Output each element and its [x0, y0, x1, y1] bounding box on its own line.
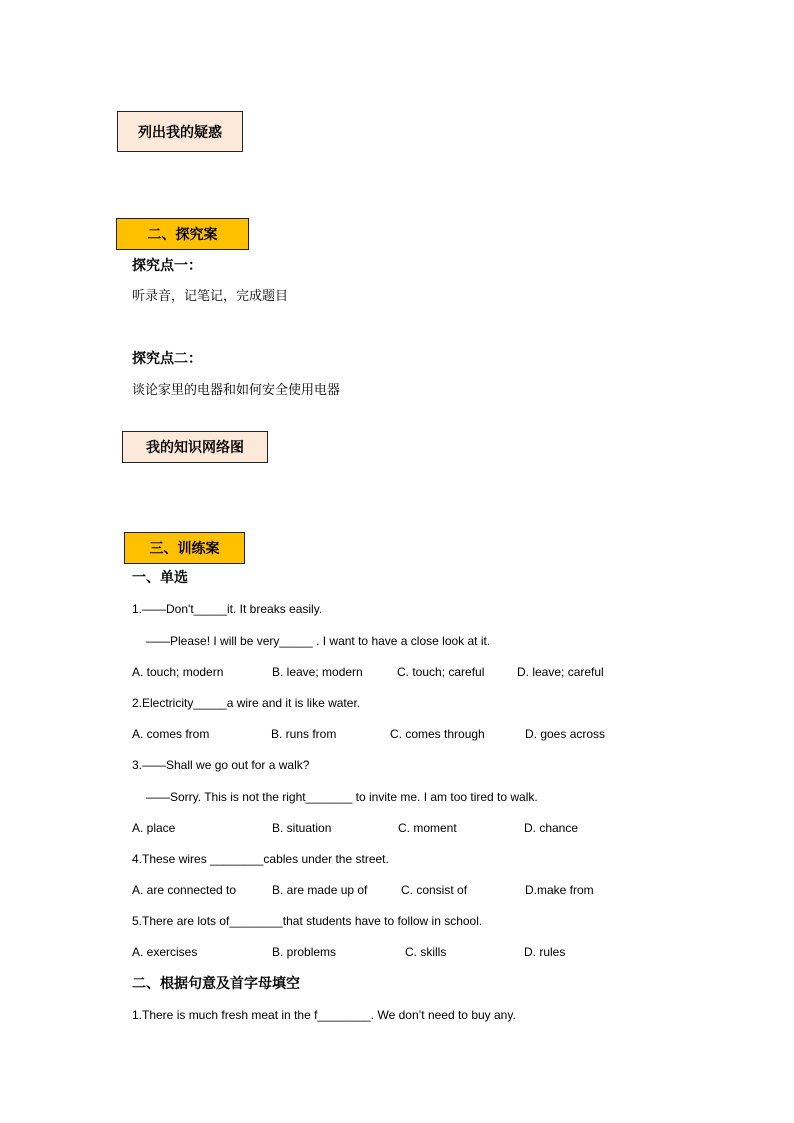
section3-box [124, 532, 245, 564]
q2-stem: 2.Electricity_____a wire and it is like water. [132, 696, 361, 710]
section2-box [116, 218, 249, 250]
q1-option-c: C. touch; careful [397, 665, 485, 679]
q3-option-a: A. place [132, 821, 176, 835]
explore-point2-text: 谈论家里的电器和如何安全使用电器 [132, 383, 341, 398]
q2-option-d: D. goes across [525, 727, 606, 741]
network-label: 我的知识网络图 [146, 440, 244, 456]
q2-option-b: B. runs from [271, 727, 337, 741]
q3-stem2: ——Sorry. This is not the right_______ to invite me. I am too tired to walk. [146, 790, 538, 804]
section3-label: 三、训练案 [149, 541, 220, 557]
q5-option-d: D. rules [524, 945, 566, 959]
doubts-box [117, 111, 243, 152]
q4-option-b: B. are made up of [272, 883, 368, 897]
part2-title: 二、根据句意及首字母填空 [132, 976, 300, 992]
q1-option-a: A. touch; modern [132, 665, 224, 679]
q5-option-c: C. skills [405, 945, 447, 959]
network-box [122, 431, 268, 463]
q2-option-a: A. comes from [132, 727, 210, 741]
q4-option-a: A. are connected to [132, 883, 237, 897]
q4-stem: 4.These wires ________cables under the street. [132, 852, 389, 866]
explore-point1-text: 听录音，记笔记，完成题目 [132, 289, 289, 304]
q1-stem2: ——Please! I will be very_____ . I want to have a close look at it. [146, 634, 491, 648]
q3-stem: 3.——Shall we go out for a walk? [132, 758, 310, 772]
explore-point2-title: 探究点二： [132, 351, 202, 367]
q5-option-b: B. problems [272, 945, 337, 959]
fill-question-1: 1.There is much fresh meat in the f________. We don’t need to buy any. [132, 1008, 516, 1022]
q3-option-c: C. moment [398, 821, 457, 835]
q1-option-d: D. leave; careful [517, 665, 604, 679]
q2-option-c: C. comes through [390, 727, 485, 741]
section2-label: 二、探究案 [147, 227, 218, 243]
q5-stem: 5.There are lots of________that students have to follow in school. [132, 914, 483, 928]
q1-option-b: B. leave; modern [272, 665, 363, 679]
q4-option-d: D.make from [525, 883, 594, 897]
part1-title: 一、单选 [132, 570, 188, 586]
q5-option-a: A. exercises [132, 945, 198, 959]
explore-point1-title: 探究点一： [132, 258, 202, 274]
q1-stem: 1.——Don't_____it. It breaks easily. [132, 602, 323, 616]
q4-option-c: C. consist of [401, 883, 468, 897]
doubts-label: 列出我的疑惑 [138, 124, 222, 141]
q3-option-b: B. situation [272, 821, 332, 835]
q3-option-d: D. chance [524, 821, 579, 835]
